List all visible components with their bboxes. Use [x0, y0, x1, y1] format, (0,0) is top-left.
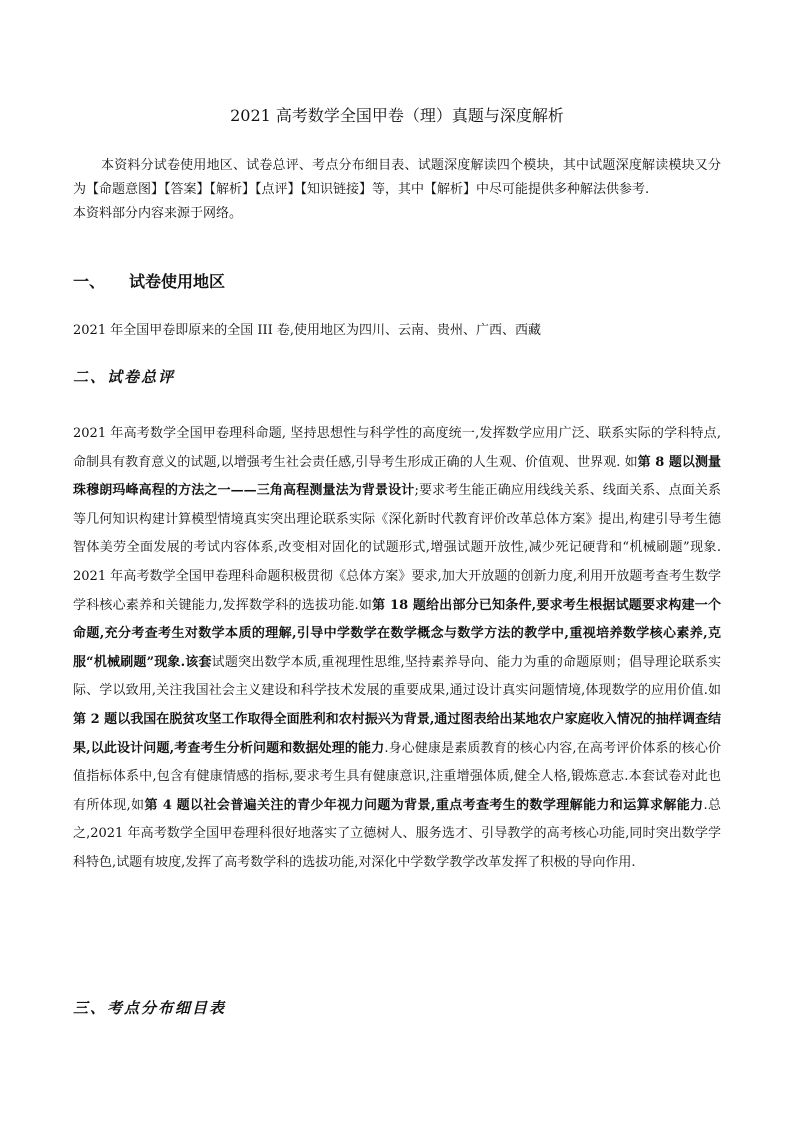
review-highlight: 第 8 题以测量珠穆朗玛峰高程的方法之一——三角高程测量法为背景设计 — [73, 454, 722, 499]
section-2-heading: 二、试卷总评 — [73, 368, 176, 386]
intro-text: 本资料分试卷使用地区、试卷总评、考点分布细目表、试题深度解读四个模块，其中试题深度解读模块又分为【命题意图】【答案】【解析】【点评】【知识链接】等，其中【解析】中尽可能提供多种解法供参考. — [73, 158, 721, 197]
review-text: ;要求考生能正确应用线线关系、线面关系、点面关系等几何知识构建计算模型情境真实突出理论联系实际《深化新时代教育评价改革总体方案》提出,构建引导考生德智体美劳全面发展的考试内容体系,改变相对固化的试题形式,增强试题开放性,减少死记硬背和“机械刷题”现象. 2021 年高考数学全国甲卷理科命题积极贯彻《总体方案》要求,加大开放题的创新力度,利用开放题考查考生数学学科核心素养和关键能力,发挥数学科的选拔功能.如 — [73, 483, 721, 613]
review-highlight: 第 4 题以社会普遍关注的青少年视力问题为背景,重点考查考生的数学理解能力和运算求解能力 — [144, 797, 704, 813]
section-1-heading — [73, 270, 225, 294]
section-1-text: 2021 年全国甲卷即原来的全国 III 卷,使用地区为四川、云南、贵州、广西、西藏 — [73, 323, 542, 338]
section-1-title: 试卷使用地区 — [129, 272, 226, 291]
section-2-body — [73, 420, 721, 878]
document-title: 2021 高考数学全国甲卷（理）真题与深度解析 — [230, 106, 564, 125]
review-text: .总之,2021 年高考数学全国甲卷理科很好地落实了立德树人、服务选才、引导教学的高考核心功能,同时突出数学学科特色,试题有坡度,发挥了高考数学科的选拔功能,对深化中学数学教学改革发挥了积极的导向作用. — [73, 797, 721, 870]
intro-source-note: 本资料部分内容来源于网络。 — [73, 206, 243, 221]
section-3-heading: 三、考点分布细目表 — [73, 999, 227, 1017]
review-highlight: 第 2 题以我国在脱贫攻坚工作取得全面胜利和农村振兴为背景,通过图表给出某地农户家庭收入情况的抽样调查结果,以此设计问题,考查考生分析问题和数据处理的能力 — [73, 711, 721, 756]
review-highlight: 第 18 题给出部分已知条件,要求考生根据试题要求构建一个命题,充分考查考生对数学本质的理解,引导中学数学在数学概念与数学方法的教学中,重视培养数学核心素养,克服“机械刷题”现象.该套 — [73, 597, 722, 670]
review-paragraph — [73, 420, 721, 878]
review-text: 2021 年高考数学全国甲卷理科命题, 坚持思想性与科学性的高度统一,发挥数学应用广泛、联系实际的学科特点,命制具有教育意义的试题,以增强考生社会责任感,引导考生形成正确的人生观、价值观、世界观. 如 — [73, 426, 721, 470]
intro-paragraph — [73, 154, 721, 226]
review-text: 试题突出数学本质,重视理性思维,坚持素养导向、能力为重的命题原则；倡导理论联系实际、学以致用,关注我国社会主义建设和科学技术发展的重要成果,通过设计真实问题情境,体现数学的应用价值.如 — [73, 654, 722, 699]
section-1-number: 一、 — [73, 272, 106, 291]
review-text: .身心健康是素质教育的核心内容,在高考评价体系的核心价值指标体系中,包含有健康情感的指标,要求考生具有健康意识,注重增强体质,健全人格,锻炼意志.本套试卷对此也有所体现,如 — [73, 740, 721, 813]
